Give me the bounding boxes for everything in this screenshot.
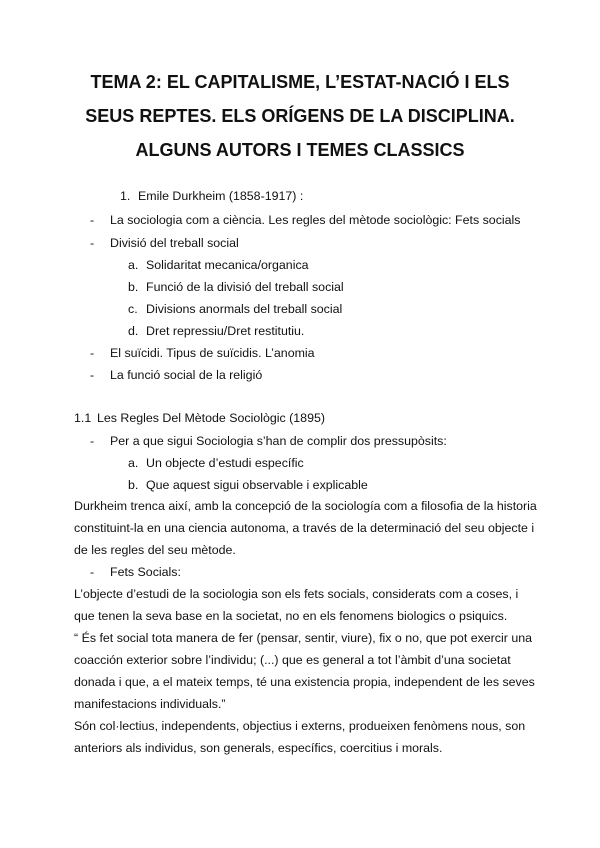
list-item: La funció social de la religió xyxy=(110,368,263,382)
list-item: Fets Socials: xyxy=(110,565,181,579)
paragraph-line: Són col·lectius, independents, objectius i externs, produeixen fenòmens nous, son xyxy=(74,719,526,733)
sublist-marker: a. xyxy=(128,456,139,470)
sublist-item: Divisions anormals del treball social xyxy=(146,302,343,316)
quote-line: donada i que, a el mateix temps, té una existencia propia, independent de les seves xyxy=(74,675,535,689)
sublist-item: Dret repressiu/Dret restitutiu. xyxy=(146,324,305,338)
quote-line: “ És fet social tota manera de fer (pensar, sentir, viure), fix o no, que pot exercir una xyxy=(74,631,532,645)
quote-line: coacción exterior sobre l’individu; (...) que es general a tot l’àmbit d’una societat xyxy=(74,653,511,667)
subsection-heading: Les Regles Del Mètode Sociològic (1895) xyxy=(97,411,325,425)
paragraph-line: L’objecte d’estudi de la sociologia son els fets socials, considerats com a coses, i xyxy=(74,587,519,601)
paragraph-line: de les regles del seu mètode. xyxy=(74,543,236,557)
document-title-line-3: ALGUNS AUTORS I TEMES CLASSICS xyxy=(135,140,465,160)
paragraph-line: constituint-la en una ciencia autonoma, a través de la determinació del seu objecte i xyxy=(74,521,535,535)
sublist-marker: b. xyxy=(128,280,139,294)
bullet-marker: - xyxy=(90,434,95,448)
sublist-item: Un objecte d’estudi específic xyxy=(146,456,304,470)
sublist-marker: a. xyxy=(128,258,139,272)
sublist-item: Solidaritat mecanica/organica xyxy=(146,258,309,272)
bullet-marker: - xyxy=(90,565,95,579)
sublist-marker: d. xyxy=(128,324,139,338)
list-item: La sociologia com a ciència. Les regles del mètode sociològic: Fets socials xyxy=(110,213,521,227)
sublist-marker: b. xyxy=(128,478,139,492)
bullet-marker: - xyxy=(90,213,95,227)
section-heading: Emile Durkheim (1858-1917) : xyxy=(138,189,304,203)
list-item: Divisió del treball social xyxy=(110,236,239,250)
sublist-marker: c. xyxy=(128,302,138,316)
bullet-marker: - xyxy=(90,368,95,382)
sublist-item: Funció de la divisió del treball social xyxy=(146,280,344,294)
list-item: Per a que sigui Sociologia s’han de complir dos pressupòsits: xyxy=(110,434,447,448)
subsection-number: 1.1 xyxy=(74,411,92,425)
quote-line: manifestacions individuals.” xyxy=(74,697,226,711)
document-title-line-1: TEMA 2: EL CAPITALISME, L’ESTAT-NACIÓ I ELS xyxy=(90,72,510,92)
paragraph-line: anteriors als individus, son generals, específics, coercitius i morals. xyxy=(74,741,443,755)
list-item: El suïcidi. Tipus de suïcidis. L’anomia xyxy=(110,346,315,360)
bullet-marker: - xyxy=(90,346,95,360)
section-number: 1. xyxy=(120,189,131,203)
sublist-item: Que aquest sigui observable i explicable xyxy=(146,478,368,492)
bullet-marker: - xyxy=(90,236,95,250)
document-title-line-2: SEUS REPTES. ELS ORÍGENS DE LA DISCIPLINA. xyxy=(85,106,515,126)
paragraph-line: Durkheim trenca així, amb la concepció de la sociología com a filosofia de la historia xyxy=(74,499,537,513)
paragraph-line: que tenen la seva base en la societat, no en els fenomens biologics o psiquics. xyxy=(74,609,508,623)
